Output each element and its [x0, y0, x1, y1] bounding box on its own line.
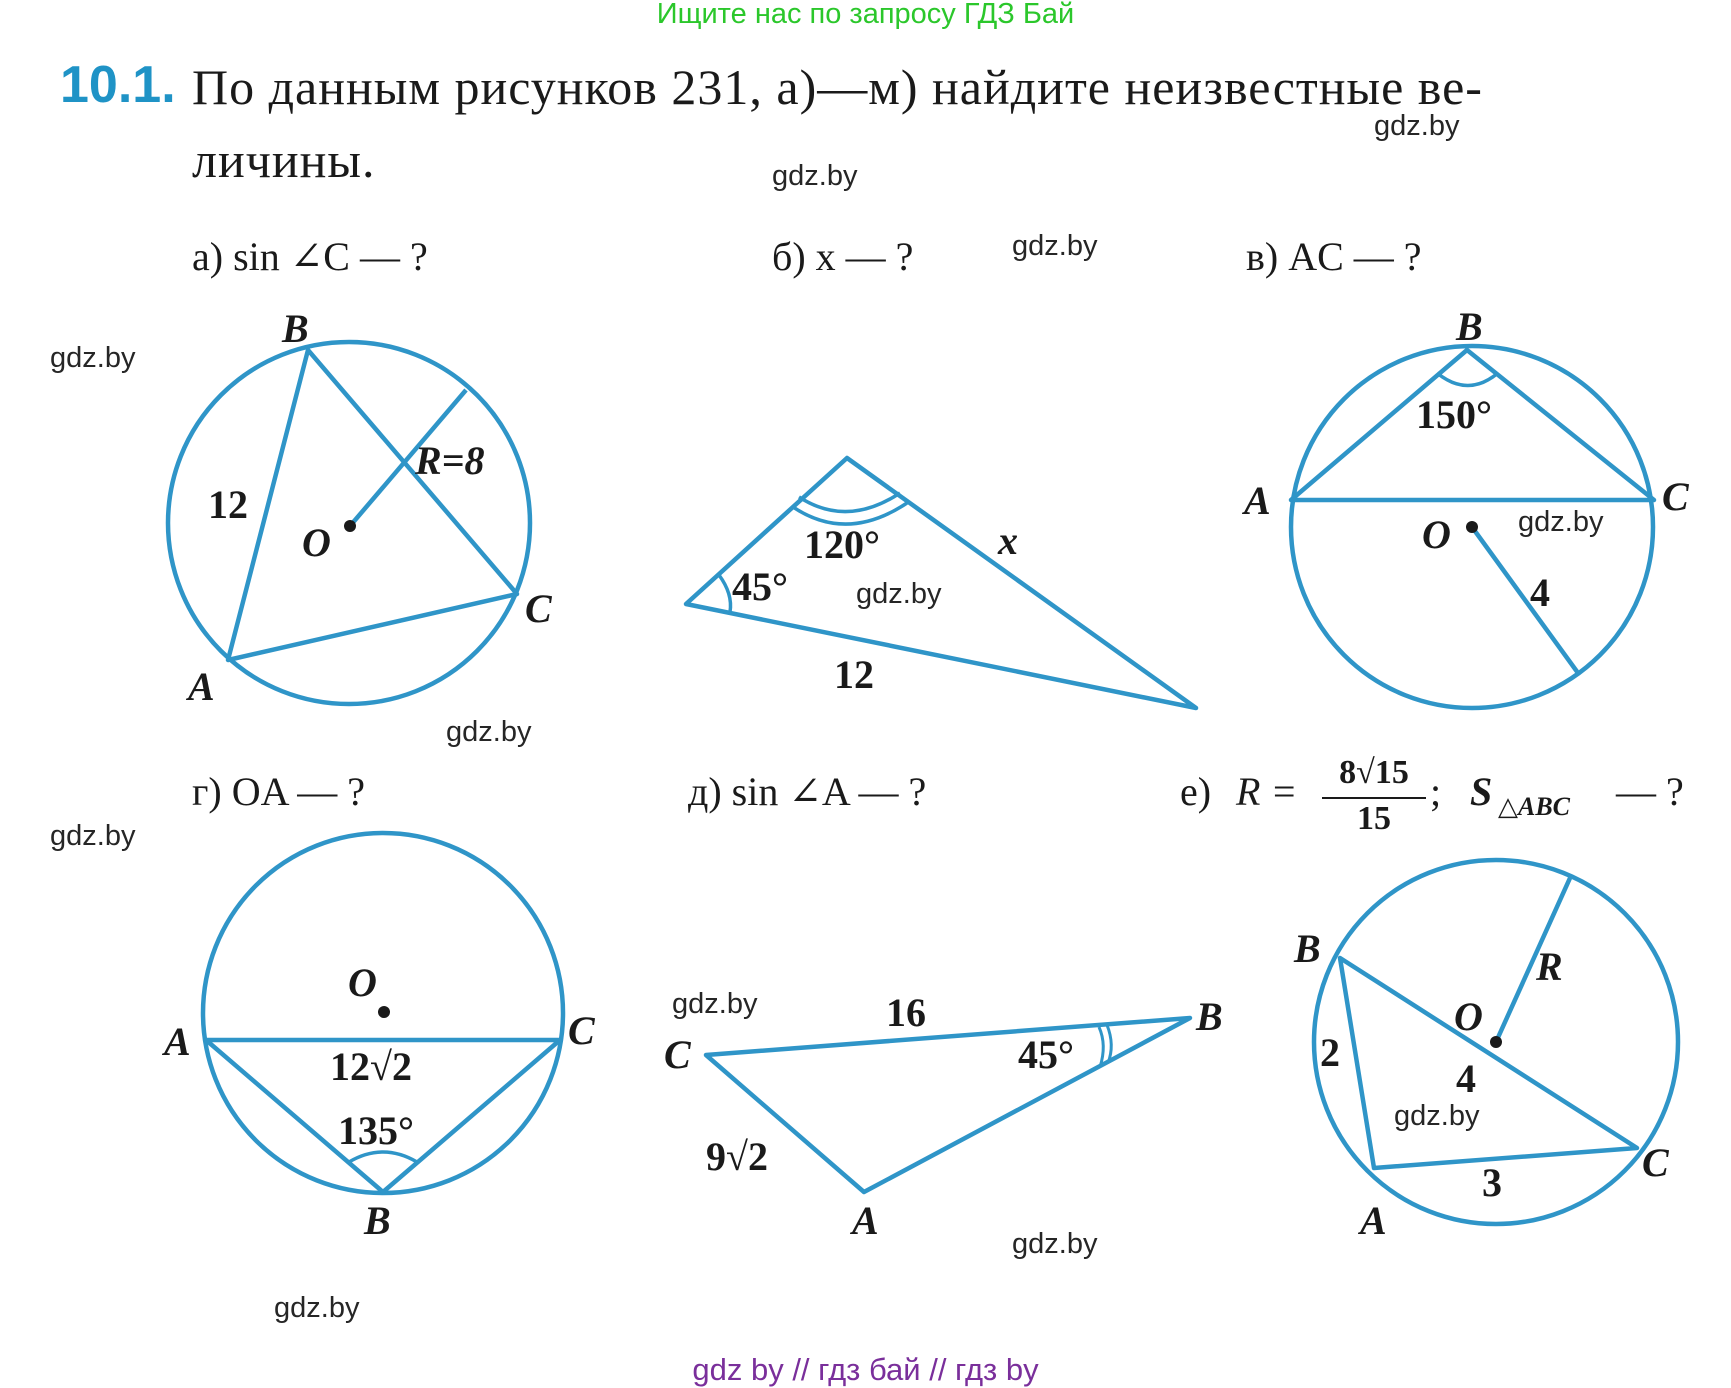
figure-g-center-dot — [378, 1006, 390, 1018]
figure-d-label-A: A — [852, 1198, 879, 1243]
figure-b-angle-arc-2 — [793, 503, 907, 524]
problem-text-line-1: По данным рисунков 231, а)—м) найдите неизвестные ве- — [192, 59, 1483, 115]
figure-d-angle-label: 45° — [1018, 1032, 1074, 1077]
figure-a-triangle — [228, 350, 517, 660]
subproblem-a-caption: а) sin ∠C — ? — [192, 234, 428, 279]
figure-g-label-C: C — [568, 1008, 595, 1053]
watermark: gdz.by — [856, 578, 942, 610]
figure-d-label-C: C — [664, 1032, 691, 1077]
figure-e-side-ab-label: 2 — [1320, 1030, 1340, 1075]
figure-g-label-A: A — [164, 1019, 191, 1064]
figure-e-label-R: R — [1536, 944, 1563, 989]
subproblem-v-caption: в) AC — ? — [1246, 234, 1422, 279]
figure-g-angle-label: 135° — [338, 1108, 414, 1153]
figure-g-chord-label: 12√2 — [330, 1044, 412, 1089]
problem-number: 10.1. — [60, 56, 176, 114]
figure-d-triangle — [706, 1018, 1190, 1192]
figure-e-side-bc-label: 4 — [1456, 1056, 1476, 1101]
figure-g-label-B: B — [364, 1198, 391, 1243]
figure-v-label-B: B — [1456, 304, 1483, 349]
figure-e-label-B: B — [1294, 926, 1321, 971]
figure-e-label-O: O — [1454, 994, 1483, 1039]
watermark: gdz.by — [1394, 1100, 1480, 1132]
watermark: gdz.by — [50, 820, 136, 852]
subproblem-e-prefix: е) — [1180, 769, 1212, 814]
figure-v-center-dot — [1466, 521, 1478, 533]
figure-d-label-B: B — [1196, 994, 1223, 1039]
figure-b-angle-left-label: 45° — [732, 564, 788, 609]
figure-v-angle-arc — [1437, 373, 1498, 386]
figure-e-label-C: C — [1642, 1140, 1669, 1185]
watermark: gdz.by — [1518, 506, 1604, 538]
figure-v-radius — [1472, 527, 1578, 673]
watermark: gdz.by — [1012, 1228, 1098, 1260]
figure-e-triangle — [1340, 958, 1637, 1168]
watermark: gdz.by — [1374, 110, 1460, 142]
figure-a-center-dot — [344, 520, 356, 532]
figure-v-angle-label: 150° — [1416, 392, 1492, 437]
figure-d-side-ca-label: 9√2 — [706, 1134, 768, 1179]
figure-b-angle-arc-3 — [719, 575, 731, 612]
figure-v-label-O: O — [1422, 512, 1451, 557]
watermark: gdz.by — [50, 342, 136, 374]
subproblem-b-caption: б) x — ? — [772, 234, 914, 279]
problem-text-line-2: личины. — [192, 132, 376, 188]
figure-a-side-label: 12 — [208, 482, 248, 527]
subproblem-e-semicolon: ; — [1430, 769, 1442, 814]
subproblem-e-question: — ? — [1616, 769, 1684, 814]
figure-b-side-bottom-label: 12 — [834, 652, 874, 697]
figure-b-side-x-label: x — [998, 518, 1018, 563]
figure-a-label-A: A — [188, 664, 215, 709]
watermark: gdz.by — [672, 988, 758, 1020]
subproblem-g-caption: г) OA — ? — [192, 769, 366, 814]
figure-a-label-C: C — [525, 586, 552, 631]
fraction-denominator: 15 — [1357, 800, 1391, 837]
figure-d-angle-arc-1 — [1099, 1027, 1103, 1067]
figure-a-label-B: B — [282, 306, 309, 351]
figure-g-label-O: O — [348, 960, 377, 1005]
figure-e-side-ac-label: 3 — [1482, 1160, 1502, 1205]
figure-a-label-O: O — [302, 520, 331, 565]
fraction-numerator: 8√15 — [1339, 754, 1409, 791]
figure-d — [706, 1018, 1190, 1192]
area-subscript: △ABC — [1498, 792, 1571, 821]
figure-v-label-A: A — [1244, 478, 1271, 523]
subproblem-d-caption: д) sin ∠A — ? — [688, 769, 927, 814]
area-symbol: S — [1470, 769, 1493, 814]
figure-g-angle-arc — [349, 1152, 417, 1162]
watermark: gdz.by — [1012, 230, 1098, 262]
figure-v-label-C: C — [1662, 474, 1689, 519]
figure-b-angle-arc-1 — [799, 493, 900, 512]
figure-d-side-cb-label: 16 — [886, 990, 926, 1035]
figure-e-center-dot — [1490, 1036, 1502, 1048]
watermark: gdz.by — [274, 1292, 360, 1324]
figure-a-radius-label: R=8 — [415, 438, 485, 483]
figure-e-label-A: A — [1360, 1198, 1387, 1243]
top-banner: Ищите нас по запросу ГДЗ Бай — [656, 0, 1075, 30]
footer-links: gdz by // гдз бай // гдз by — [692, 1352, 1039, 1387]
figure-b-angle-top-label: 120° — [804, 522, 880, 567]
subproblem-e-r: R = — [1236, 769, 1298, 814]
watermark: gdz.by — [772, 160, 858, 192]
figure-v-radius-label: 4 — [1530, 570, 1550, 615]
figure-d-angle-arc-2 — [1107, 1025, 1111, 1063]
watermark: gdz.by — [446, 716, 532, 748]
